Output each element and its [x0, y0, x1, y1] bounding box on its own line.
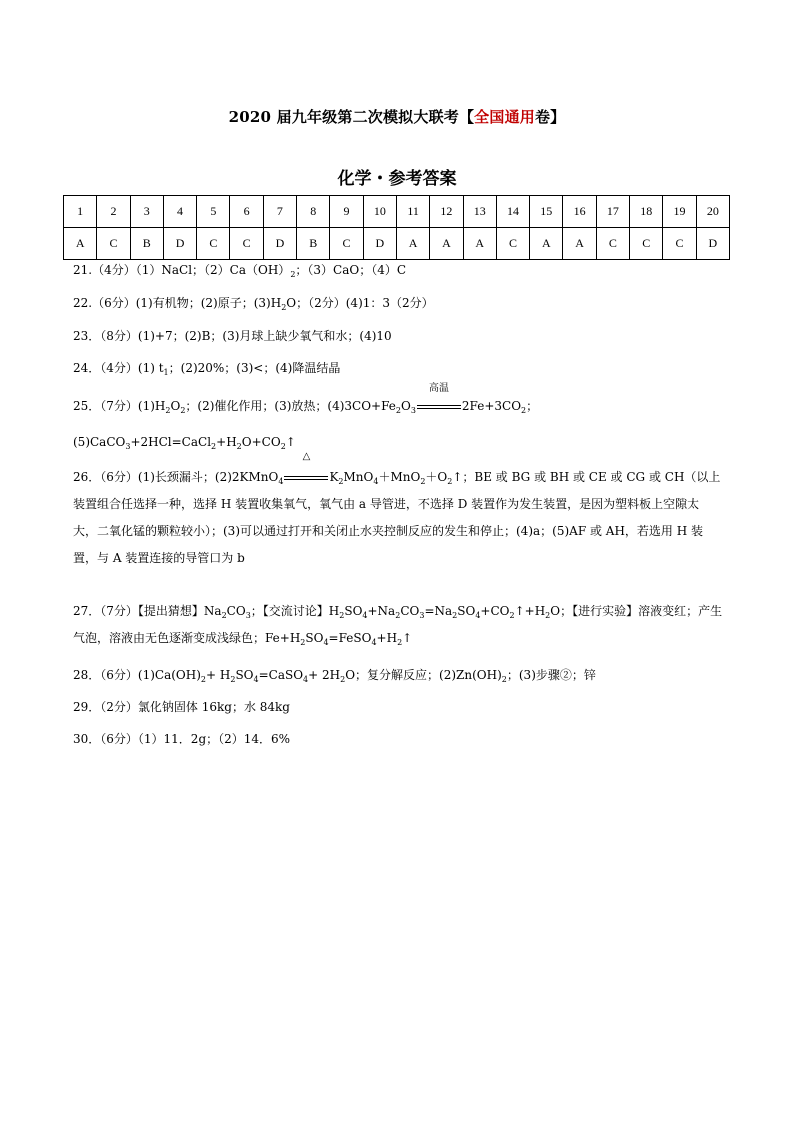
- answer-25: 25．（7分）$(1)H_2O_2$；(2)催化作用；(3)放热；$(4)3CO+Fe_2O_3$ 高温 $2Fe+3CO_2$；: [73, 383, 539, 415]
- answer-cell: D: [263, 228, 296, 260]
- answer-cell: C: [230, 228, 263, 260]
- question-number-cell: 1: [64, 196, 97, 228]
- answer-cell: A: [396, 228, 429, 260]
- question-number-cell: 7: [263, 196, 296, 228]
- question-number-cell: 19: [663, 196, 696, 228]
- answer-cell: C: [97, 228, 130, 260]
- answer-cell: D: [696, 228, 729, 260]
- answer-cell: C: [630, 228, 663, 260]
- answer-28: 28．（6分）$(1)Ca(OH)_2+$ $H_2SO_4=CaSO_4+ 2H_2O$；复分解反应；$(2)Zn(OH)_2$；(3)步骤②；锌: [73, 668, 596, 684]
- answer-27: 27．（7分）【提出猜想】$Na_2CO_3$；【交流讨论】$H_2SO_4+Na_2CO_3=Na_2SO_4+CO_2↑+H_2O$；【进行实验】溶液变红；产生气泡，溶液由无色逐渐变成浅绿色；$Fe+H_2SO_4=FeSO_4+H_2↑$: [73, 604, 723, 647]
- answer-22: 22.（6分）(1)有机物；(2)原子；$(3)H_2O$；（2分）(4)1：3（2分）: [73, 296, 434, 312]
- question-number-cell: 10: [363, 196, 396, 228]
- question-number-cell: 9: [330, 196, 363, 228]
- question-number-cell: 20: [696, 196, 729, 228]
- answer-26: 26．（6分）(1)长颈漏斗；(2)2KMnO$_4$ △ $K_2MnO_4+MnO_2+O_2↑$；BE 或 BG 或 BH 或 CE 或 CG 或 CH（以上装置组合任选择一种，选择 H 装置收集氧气，氧气由 a 导管进，不选择 D 装置作为发生装置，是因为塑料板上空隙太大，二氧化锰的颗粒较小）；(3)可以通过打开和关闭止水夹控制反应的发生和停止；(4)a；(5)AF 或 AH，若选用 H 装置，与 A 装置连接的导管口为 b: [73, 451, 721, 565]
- question-number-cell: 18: [630, 196, 663, 228]
- question-number-cell: 17: [596, 196, 629, 228]
- answer-cell: D: [363, 228, 396, 260]
- answer-23: 23．（8分）(1)+7；(2)B；(3)月球上缺少氧气和水；(4)10: [73, 329, 392, 343]
- answer-row: [64, 228, 730, 260]
- question-number-row: [64, 196, 730, 228]
- question-number-cell: 11: [396, 196, 429, 228]
- question-number-cell: 5: [197, 196, 230, 228]
- answer-cell: C: [197, 228, 230, 260]
- question-number-cell: 3: [130, 196, 163, 228]
- title-highlight: 全国通用: [474, 108, 535, 126]
- answer-cell: C: [663, 228, 696, 260]
- question-number-cell: 15: [530, 196, 563, 228]
- answer-24: 24．（4分）(1) $t_1$；(2)20%；(3)<；(4)降温结晶: [73, 361, 341, 377]
- answer-cell: D: [163, 228, 196, 260]
- page-subtitle: 化学・参考答案: [337, 169, 457, 189]
- question-number-cell: 4: [163, 196, 196, 228]
- page-title: 2020 届九年级第二次模拟大联考【全国通用卷】: [228, 108, 566, 126]
- answer-29: 29．（2分）氯化钠固体 16kg；水 84kg: [73, 700, 290, 714]
- question-number-cell: 6: [230, 196, 263, 228]
- reaction-condition: △: [284, 464, 328, 491]
- question-number-cell: 12: [430, 196, 463, 228]
- answer-25-part5: $(5)CaCO_3+2HCl=CaCl_2+H_2O+CO_2↑$: [73, 435, 296, 451]
- question-number-cell: 14: [496, 196, 529, 228]
- answer-cell: A: [64, 228, 97, 260]
- reaction-condition: 高温: [417, 396, 461, 416]
- answer-table: [63, 195, 730, 260]
- answer-cell: A: [430, 228, 463, 260]
- answer-30: 30．（6分）（1）11．2g；（2）14．6%: [73, 732, 291, 746]
- question-number-cell: 13: [463, 196, 496, 228]
- answer-21: 21.（4分）（1）NaCl；$(2)Ca(OH)_2$；（3）CaO；（4）C: [73, 263, 407, 279]
- answer-cell: C: [496, 228, 529, 260]
- answer-cell: A: [563, 228, 596, 260]
- answer-cell: B: [297, 228, 330, 260]
- question-number-cell: 16: [563, 196, 596, 228]
- answer-cell: C: [330, 228, 363, 260]
- answer-cell: A: [530, 228, 563, 260]
- answer-cell: C: [596, 228, 629, 260]
- answer-cell: A: [463, 228, 496, 260]
- answer-cell: B: [130, 228, 163, 260]
- question-number-cell: 8: [297, 196, 330, 228]
- question-number-cell: 2: [97, 196, 130, 228]
